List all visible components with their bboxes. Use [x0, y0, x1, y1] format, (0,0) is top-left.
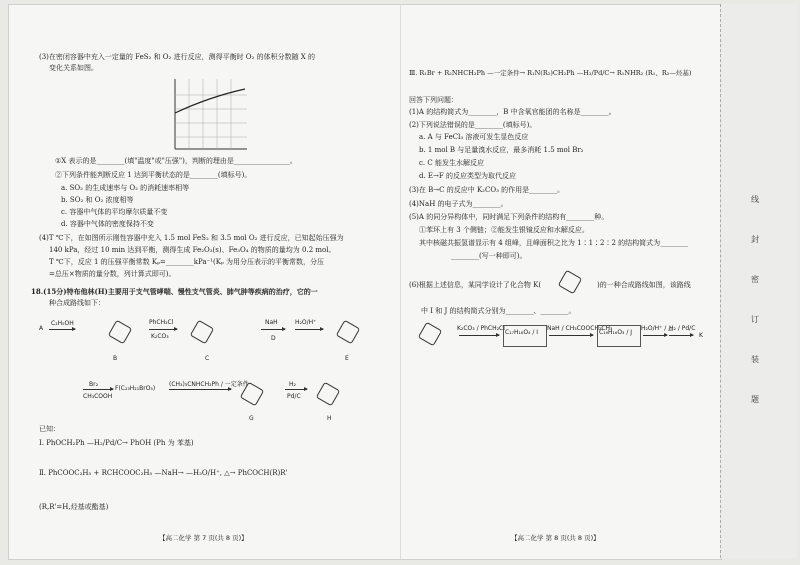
compound-b: B	[113, 355, 118, 362]
part-2a: a. A 与 FeCl₃ 溶液可发生显色反应	[419, 133, 529, 141]
part-5: (5)A 的同分异构体中，同时满足下列条件的结构有________种。	[409, 213, 609, 221]
reagent-3: NaH	[265, 319, 278, 326]
ring-b	[108, 320, 133, 345]
o2-curve	[175, 89, 245, 113]
q4-line2: 140 kPa，经过 10 min 达到平衡，测得生成 Fe₂O₃(s)、Fe₃O₄ 的物质的量均为 0.2 mol。	[49, 246, 336, 254]
compound-f: F(C₂₃H₂₁BrO₃)	[115, 385, 156, 392]
reagent-5a: Br₂	[89, 381, 98, 388]
compound-a: A	[39, 325, 44, 332]
arrow-g-h	[285, 389, 307, 390]
route-arrow-2	[549, 335, 593, 336]
ring-e	[336, 320, 361, 345]
reagent-4: H₂O/H⁺	[295, 319, 317, 326]
route-j: C₁₉H₁₆O₃ / J	[599, 329, 633, 336]
binding-margin	[720, 4, 797, 558]
arrow-e-f	[83, 389, 113, 390]
q3-sub1: ①X 表示的是________(填"温度"或"压强")，判断的理由是________________。	[55, 157, 297, 165]
route-arrow-1	[459, 335, 499, 336]
part-2d: d. E→F 的反应类型为取代反应	[419, 172, 516, 180]
part-2: (2)下列说法错误的是________(填标号)。	[409, 121, 537, 129]
answer-intro: 回答下列问题：	[409, 96, 458, 104]
compound-d: D	[271, 335, 276, 342]
part-5-line3: 其中核磁共振氢谱显示有 4 组峰，且峰面积之比为 1∶1∶2∶2 的结构简式为________	[419, 239, 689, 247]
arrow-c-d	[261, 329, 285, 330]
part-6-line1b: )的一种合成路线如图，该路线	[597, 281, 691, 289]
binding-glyph: 题	[751, 395, 759, 404]
footer-page-8: 【高二化学 第 8 页(共 8 页)】	[511, 534, 600, 542]
q3-opt-c: c. 容器中气体的平均摩尔质量不变	[61, 208, 168, 216]
part-5-line4: ________(写一种即可)。	[451, 252, 527, 260]
route-i: C₁₇H₁₈O₄ / I	[505, 329, 539, 336]
part-1: (1)A 的结构简式为________，B 中含氧官能团的名称是________。	[409, 108, 616, 116]
route-reagent-3: H₂O/H⁺ / △	[641, 325, 673, 332]
reagent-1: C₂H₅OH	[51, 320, 74, 327]
reagent-7b: Pd/C	[287, 393, 301, 400]
reagent-5b: CH₃COOH	[83, 393, 113, 400]
reagent-2b: K₂CO₃	[151, 333, 169, 340]
q3-line1: (3)在密闭容器中充入一定量的 FeS₂ 和 O₂ 进行反应，测得平衡时 O₂ 的体积分数随 X 的	[39, 53, 316, 61]
q3-line2: 变化关系如图。	[49, 64, 98, 72]
part-6-line1: (6)根据上述信息，某同学设计了化合物 K(	[409, 281, 542, 289]
known-title: 已知：	[39, 425, 60, 433]
q3-opt-b: b. SO₂ 和 O₂ 浓度相等	[61, 196, 134, 204]
compound-h: H	[327, 415, 332, 422]
exam-sheet	[8, 4, 722, 560]
q18-line1: 18.(15分)特布他林(H)主要用于支气管哮喘、慢性支气管炎、肺气肿等疾病的治疗，它的一	[31, 287, 318, 296]
part-6-line2: 中 I 和 J 的结构简式分别为________、________。	[421, 307, 576, 315]
o2-fraction-graph	[169, 75, 249, 153]
reagent-2a: PhCH₂Cl	[149, 319, 174, 326]
arrow-b-c	[149, 329, 177, 330]
reagent-7a: H₂	[289, 381, 296, 388]
q3-opt-d: d. 容器中气体的密度保持不变	[61, 220, 154, 228]
ring-k	[558, 270, 583, 295]
route-arrow-3	[643, 335, 667, 336]
known-note: (R,R'=H,烃基或酯基)	[39, 503, 109, 511]
ring-c	[190, 320, 215, 345]
page-8	[401, 5, 721, 559]
footer-page-7: 【高二化学 第 7 页(共 8 页)】	[159, 534, 248, 542]
route-reagent-2: NaH / CH₃COOCH₂CH₃	[547, 325, 613, 332]
known-1: Ⅰ. PhOCH₂Ph —H₂/Pd/C→ PhOH (Ph 为 苯基)	[39, 439, 194, 447]
known-2: Ⅱ. PhCOOC₂H₅ + RCHCOOC₂H₅ —NaH→ —H₂O/H⁺, △→ PhCOCH(R)R'	[39, 469, 288, 477]
known-3: Ⅲ. R₁Br + R₂NHCH₂Ph —一定条件→ R₁N(R₂)CH₂Ph —H₂/Pd/C→ R₁NHR₂ (R₁、R₂—烃基)	[409, 69, 692, 77]
arrow-d-e	[295, 329, 323, 330]
page-7	[9, 5, 401, 559]
arrow-a-b	[49, 329, 75, 330]
q4-line1: (4)T ℃下，在如图所示刚性容器中充入 1.5 mol FeS₂ 和 3.5 mol O₂ 进行反应，已知起始压强为	[39, 234, 344, 242]
part-5-conditions: ①苯环上有 3 个侧链；②能发生银镜反应和水解反应。	[419, 226, 589, 234]
compound-e: E	[345, 355, 349, 362]
q4-line4: =总压×物质的量分数，列计算式即可)。	[49, 270, 176, 278]
binding-glyph: 密	[751, 275, 759, 284]
part-2b: b. 1 mol B 与足量溴水反应，最多消耗 1.5 mol Br₂	[419, 146, 584, 154]
part-3: (3)在 B→C 的反应中 K₂CO₃ 的作用是________。	[409, 186, 565, 194]
binding-glyph: 线	[751, 195, 759, 204]
route-k: K	[699, 332, 703, 339]
ring-start	[418, 322, 443, 347]
ring-h	[316, 382, 341, 407]
binding-glyph: 订	[751, 315, 759, 324]
compound-c: C	[205, 355, 210, 362]
binding-glyph: 封	[751, 235, 759, 244]
q3-opt-a: a. SO₂ 的生成速率与 O₂ 的消耗速率相等	[61, 184, 190, 192]
compound-g: G	[249, 415, 254, 422]
q18-line2: 种合成路线如下：	[49, 299, 105, 307]
reagent-6: (CH₃)₃CNHCH₂Ph / 一定条件	[169, 381, 249, 388]
q3-sub2: ②下列条件能判断反应 1 达到平衡状态的是________(填标号)。	[55, 171, 252, 179]
route-reagent-1: K₂CO₃ / PhCH₂Cl	[457, 325, 505, 332]
part-4: (4)NaH 的电子式为________。	[409, 200, 508, 208]
route-reagent-4: H₂ / Pd/C	[669, 325, 696, 332]
arrow-f-g	[169, 389, 231, 390]
q4-line3: T ℃下，反应 1 的压强平衡常数 Kₚ=________kPa⁻¹(Kₚ 为用分压表示的平衡常数，分压	[49, 258, 325, 266]
binding-glyph: 装	[751, 355, 759, 364]
part-2c: c. C 能发生水解反应	[419, 159, 484, 167]
route-arrow-4	[669, 335, 693, 336]
